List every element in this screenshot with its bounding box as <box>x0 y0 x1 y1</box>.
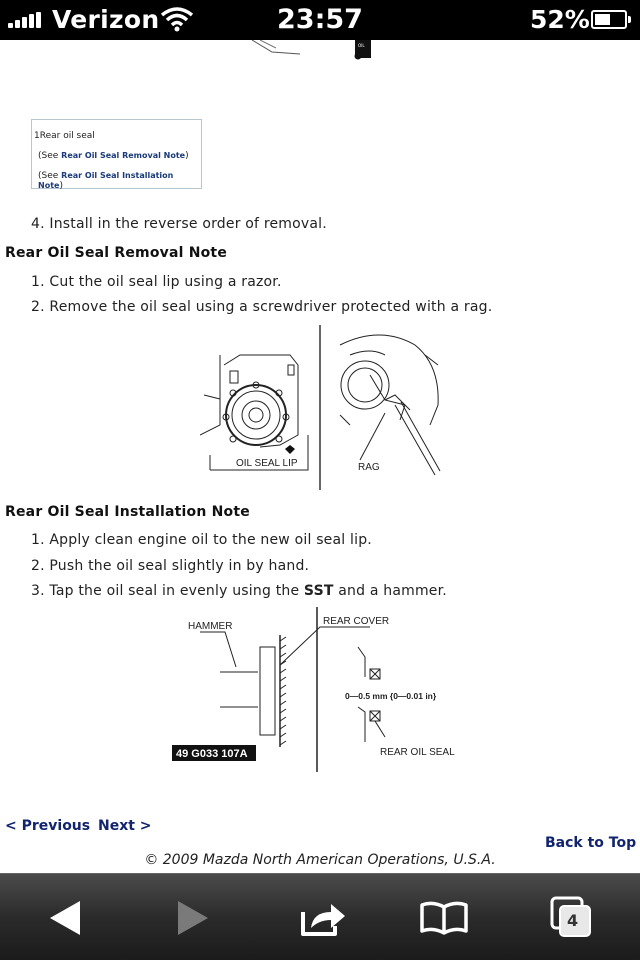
legend-item-rear-oil-seal: 1Rear oil seal <box>34 131 95 141</box>
battery-level <box>595 14 610 25</box>
installation-note-link[interactable]: Rear Oil Seal Installation Note <box>38 171 174 190</box>
book-icon <box>419 901 469 935</box>
bookmarks-button[interactable] <box>394 874 494 960</box>
browser-toolbar <box>0 873 640 960</box>
back-arrow-icon <box>48 899 82 937</box>
back-to-top-link[interactable]: Back to Top <box>545 835 637 851</box>
label-sst: 49 G033 107A <box>176 748 248 760</box>
tabs-button[interactable] <box>522 874 622 960</box>
installation-figure <box>170 607 470 777</box>
carrier-name: Verizon <box>52 5 160 34</box>
previous-link[interactable]: < Previous <box>5 818 91 834</box>
copyright-text: © 2009 Mazda North American Operations, U.S.A. <box>144 852 496 868</box>
installation-heading: Rear Oil Seal Installation Note <box>5 504 250 520</box>
removal-note-link[interactable]: Rear Oil Seal Removal Note <box>61 151 186 160</box>
battery-icon <box>591 10 627 29</box>
legend-box <box>31 119 202 189</box>
label-rag: RAG <box>358 462 380 473</box>
removal-step-2: 2. Remove the oil seal using a screwdriver protected with a rag. <box>31 299 493 315</box>
top-figure-fragment <box>250 40 380 64</box>
label-hammer: HAMMER <box>188 621 233 632</box>
top-figure-label: OIL <box>358 43 365 48</box>
clock: 23:57 <box>277 4 363 35</box>
forward-button[interactable] <box>143 874 243 960</box>
back-button[interactable] <box>15 874 115 960</box>
removal-figure <box>200 325 445 490</box>
status-bar <box>0 0 640 40</box>
label-rear-oil-seal: REAR OIL SEAL <box>380 747 455 758</box>
step-install-reverse: 4. Install in the reverse order of removal. <box>31 216 327 232</box>
tab-count: 4 <box>567 911 579 930</box>
forward-arrow-icon <box>176 899 210 937</box>
share-icon <box>299 898 347 938</box>
web-page-content[interactable] <box>0 40 640 873</box>
installation-step-1: 1. Apply clean engine oil to the new oil seal lip. <box>31 532 372 548</box>
installation-step-3: 3. Tap the oil seal in evenly using the SST and a hammer. <box>31 583 447 599</box>
label-oil-seal-lip: OIL SEAL LIP <box>236 458 298 469</box>
label-depth: 0—0.5 mm {0—0.01 in} <box>345 691 437 701</box>
installation-step-2: 2. Push the oil seal slightly in by hand. <box>31 558 310 574</box>
next-link[interactable]: Next > <box>98 818 152 834</box>
legend-ref-installation: (See Rear Oil Seal Installation Note) <box>38 171 174 191</box>
battery-percent: 52% <box>530 5 590 34</box>
share-button[interactable] <box>273 874 373 960</box>
removal-step-1: 1. Cut the oil seal lip using a razor. <box>31 274 282 290</box>
legend-ref-removal: (See Rear Oil Seal Removal Note) <box>38 151 189 161</box>
label-rear-cover: REAR COVER <box>323 616 390 627</box>
removal-heading: Rear Oil Seal Removal Note <box>5 245 228 261</box>
